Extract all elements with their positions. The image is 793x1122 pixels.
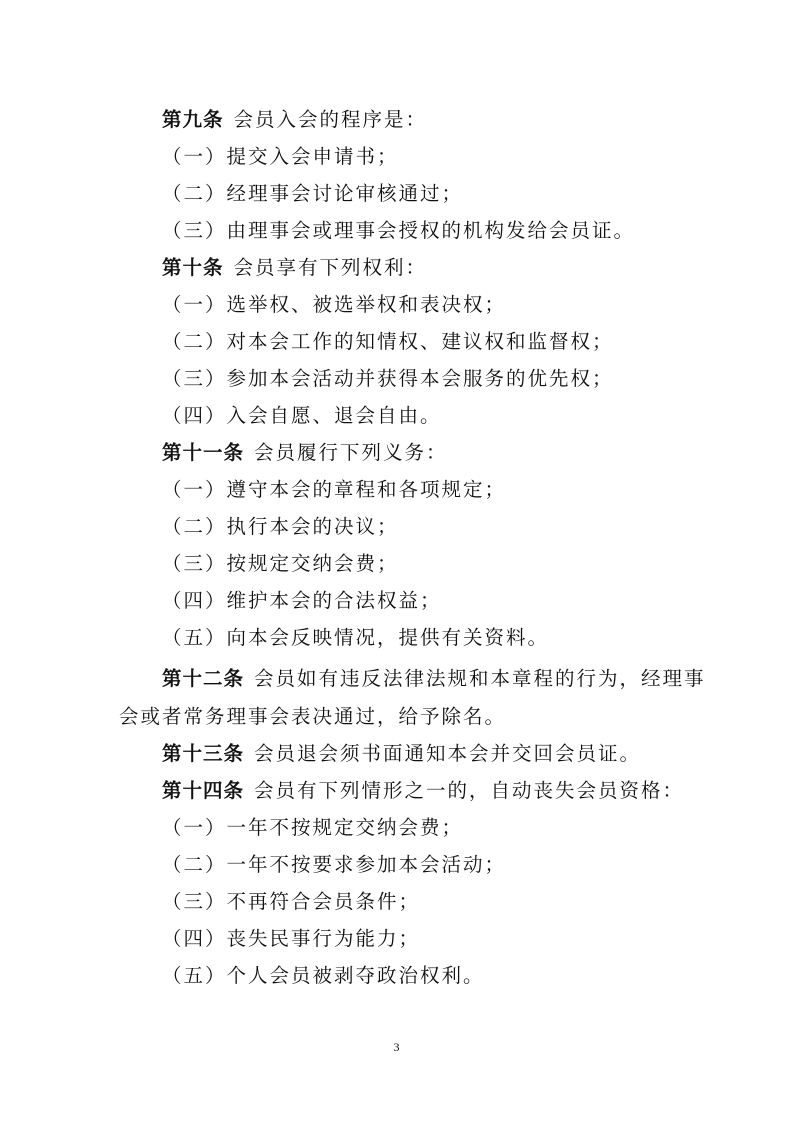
article-heading: 第十条 [162,256,224,279]
list-item: （二）对本会工作的知情权、建议权和监督权； [162,330,614,353]
article-text: 会员有下列情形之一的，自动丧失会员资格： [254,779,685,802]
article-text: 会员享有下列权利： [233,256,428,279]
article-heading: 第十一条 [162,441,245,464]
article-text: 会员入会的程序是： [233,108,428,131]
article-10 [162,255,427,281]
page-number: 3 [393,1040,400,1054]
list-item: （五）个人会员被剥夺政治权利。 [162,964,485,987]
list-item: （一）遵守本会的章程和各项规定； [162,478,507,501]
list-item: （一）一年不按规定交纳会费； [162,816,464,839]
article-heading: 第十四条 [162,779,245,802]
article-heading: 第十二条 [162,667,245,690]
list-item: （一）提交入会申请书； [162,145,399,168]
article-text: 会员履行下列义务： [254,441,448,464]
list-item: （二）执行本会的决议； [162,515,399,538]
article-heading: 第九条 [162,108,224,131]
list-item: （三）由理事会或理事会授权的机构发给会员证。 [162,219,636,242]
list-item: （四）维护本会的合法权益； [162,589,442,612]
article-12 [162,666,706,692]
article-text: 会员如有违反法律法规和本章程的行为，经理事 [254,667,706,690]
list-item: （四）入会自愿、退会自由。 [162,404,442,427]
list-item: （三）不再符合会员条件； [162,890,421,913]
article-9 [162,107,427,133]
list-item: （五）向本会反映情况，提供有关资料。 [162,626,550,649]
article-14 [162,778,684,804]
article-heading: 第十三条 [162,742,245,765]
article-text: 会员退会须书面通知本会并交回会员证。 [254,742,642,765]
list-item: （一）选举权、被选举权和表决权； [162,293,507,316]
list-item: （三）参加本会活动并获得本会服务的优先权； [162,367,614,390]
list-item: （二）一年不按要求参加本会活动； [162,853,507,876]
list-item: （四）丧失民事行为能力； [162,927,421,950]
article-continuation: 会或者常务理事会表决通过，给予除名。 [119,705,507,728]
list-item: （二）经理事会讨论审核通过； [162,182,464,205]
article-11 [162,440,448,466]
list-item: （三）按规定交纳会费； [162,552,399,575]
article-13 [162,741,641,767]
